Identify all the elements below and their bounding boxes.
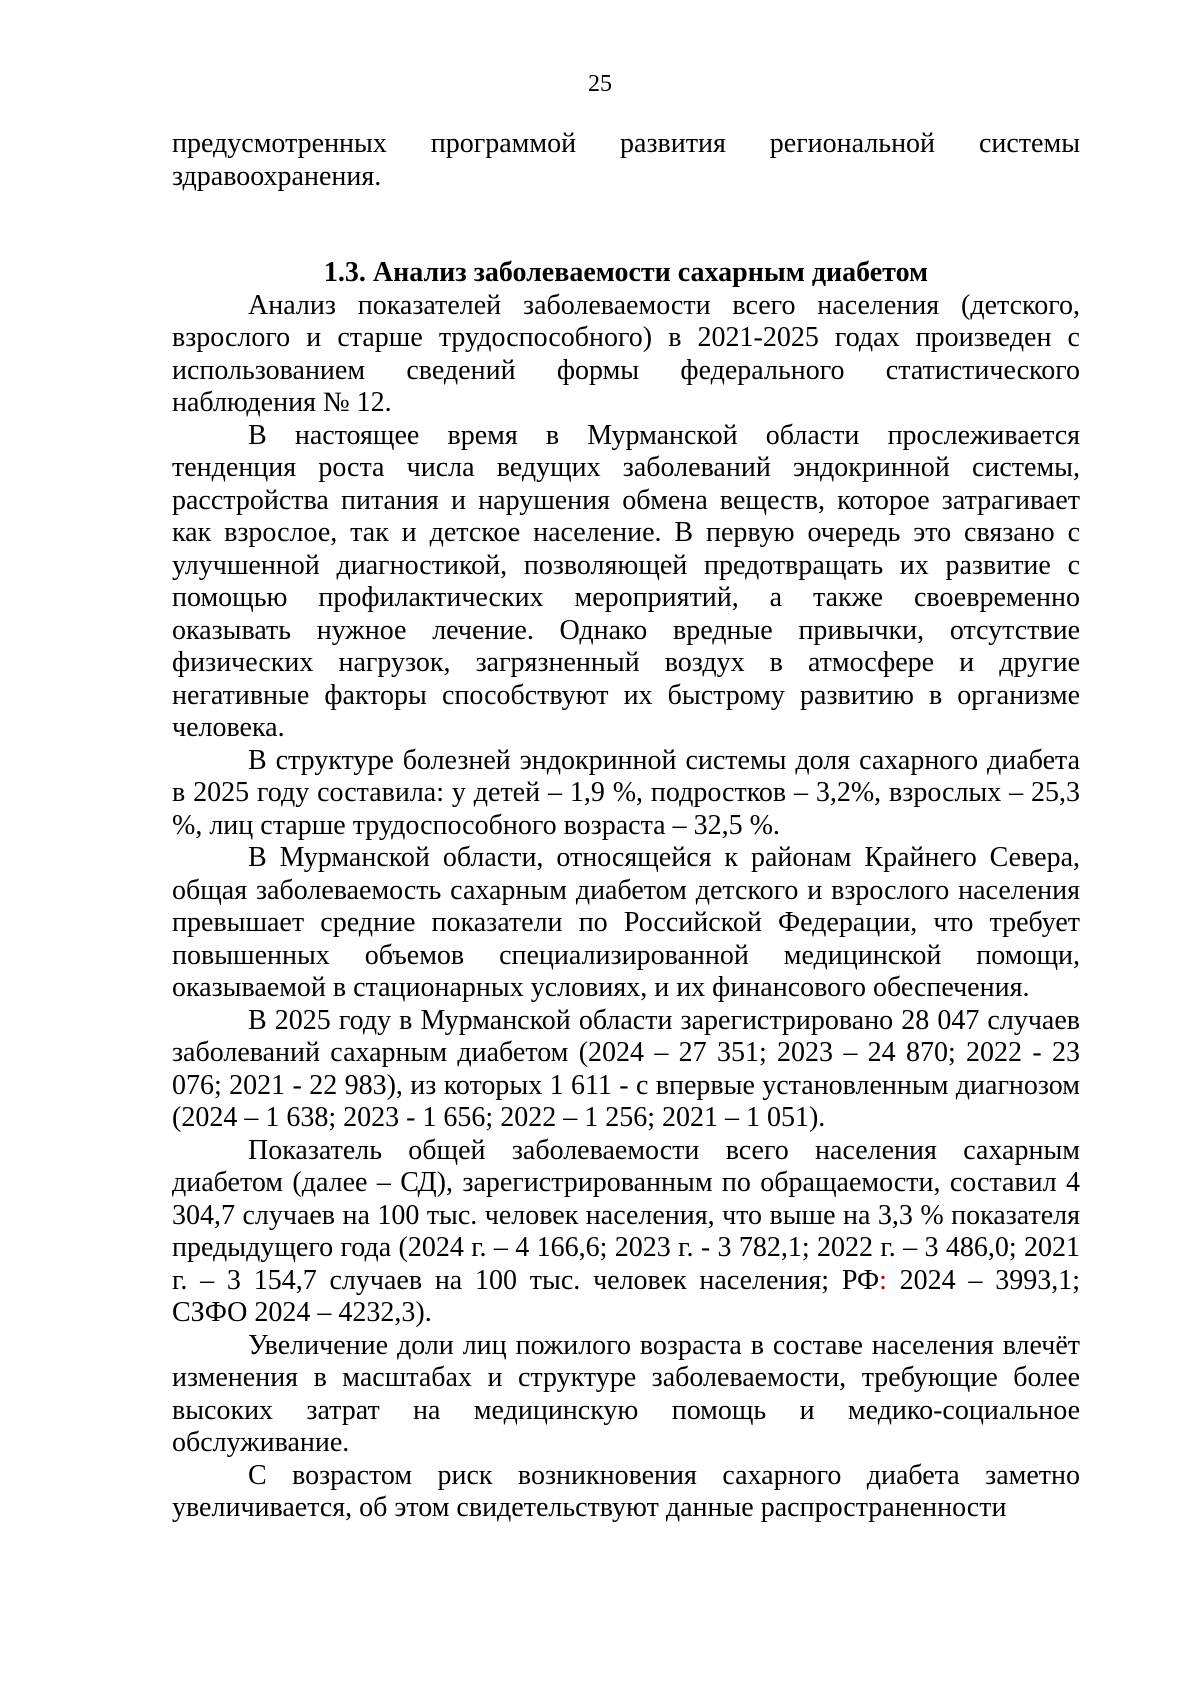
indicator-text-after: 2024 – 3993,1; СЗФО 2024 – 4232,3). [172,1264,1081,1328]
document-body [172,128,1080,1525]
paragraph-incidence-indicator [172,1135,1080,1330]
paragraph-diabetes-share: В структуре болезней эндокринной системы доля сахарного диабета в 2025 году составила: у детей – 1,9 %, подростков – 3,2%, взрослых – 25,3 %, лиц старше трудоспособного возраста – 32,5 %. [172,744,1080,841]
paragraph-endocrine-trend: В настоящее время в Мурманской области прослеживается тенденция роста числа ведущих заболеваний эндокринной системы, расстройства питания и нарушения обмена веществ, которое затрагивает как взрослое, так и детское население. В первую очередь это связано с улучшенной диагностикой, позволяющей предотвращать их развитие с помощью профилактических мероприятий, а также своевременно оказывать нужное лечение. Однако вредные привычки, отсутствие физических нагрузок, загрязненный воздух в атмосфере и другие негативные факторы способствуют их быстрому развитию в организме человека. [172,419,1080,743]
paragraph-elderly-share: Увеличение доли лиц пожилого возраста в составе населения влечёт изменения в масштабах и структуре заболеваемости, требующие более высоких затрат на медицинскую помощь и медико-социальное обслуживание. [172,1329,1080,1458]
paragraph-murmansk-region: В Мурманской области, относящейся к районам Крайнего Севера, общая заболеваемость сахарным диабетом детского и взрослого населения превышает средние показатели по Российской Федерации, что требует повышенных объемов специализированной медицинской помощи, оказываемой в стационарных условиях, и их финансового обеспечения. [172,842,1080,1003]
paragraph-data-sources: Анализ показателей заболеваемости всего населения (детского, взрослого и старше трудоспособного) в 2021-2025 годах произведен с использованием сведений формы федерального статистического наблюдения № 12. [172,289,1080,418]
section-title: 1.3. Анализ заболеваемости сахарным диабетом [323,257,929,288]
lead-paragraph: предусмотренных программой развития региональной системы здравоохранения. [172,128,1080,192]
paragraph-age-risk: С возрастом риск возникновения сахарного диабета заметно увеличивается, об этом свидетельствуют данные распространенности [172,1459,1080,1523]
indicator-highlighted-colon: : [879,1264,887,1296]
indicator-text-before: Показатель общей заболеваемости всего населения сахарным диабетом (далее – СД), зарегистрированным по обращаемости, составил 4 304,7 случаев на 100 тыс. человек населения, что выше на 3,3 % показателя предыдущего года (2024 г. – 4 166,6; 2023 г. - 3 782,1; 2022 г. – 3 486,0; 2021 г. – 3 154,7 случаев на 100 тыс. человек населения; РФ [172,1134,1080,1296]
page-number: 25 [588,71,612,97]
paragraph-registered-cases: В 2025 году в Мурманской области зарегистрировано 28 047 случаев заболеваний сахарным диабетом (2024 – 27 351; 2023 – 24 870; 2022 - 23 076; 2021 - 22 983), из которых 1 611 - с впервые установленным диагнозом (2024 – 1 638; 2023 - 1 656; 2022 – 1 256; 2021 – 1 051). [172,1004,1080,1133]
